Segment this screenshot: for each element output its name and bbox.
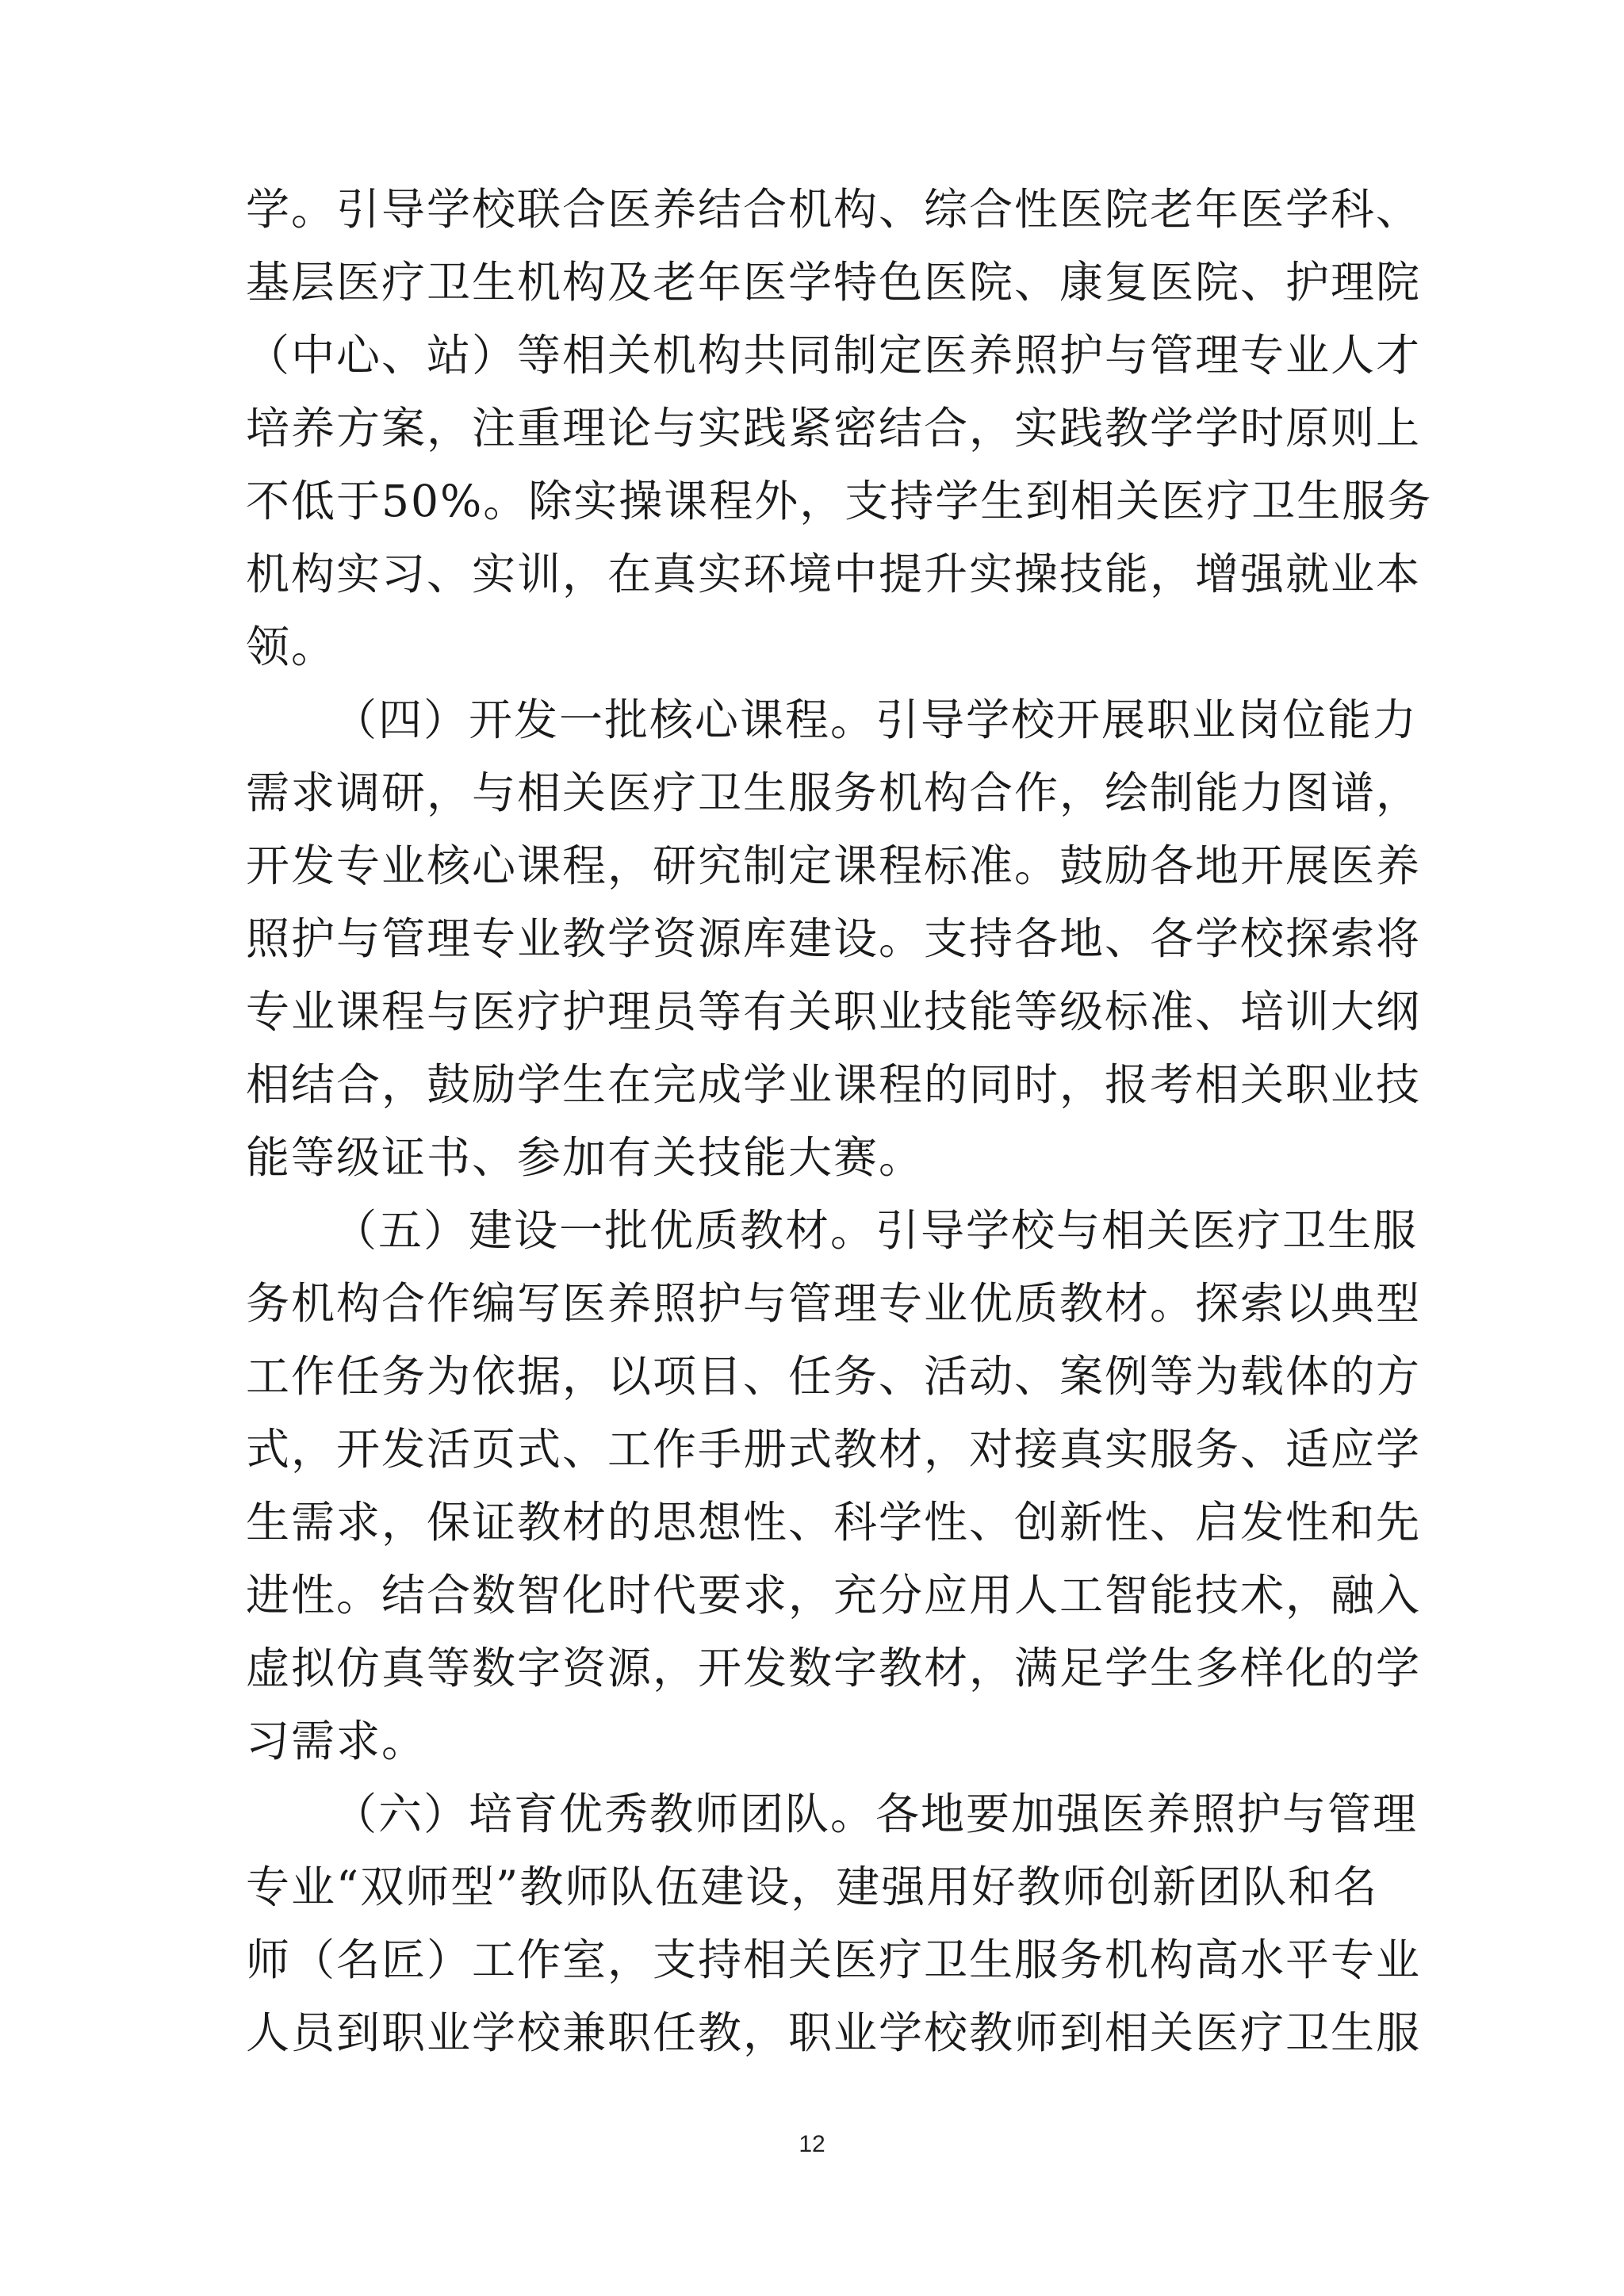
text-line: 进性。结合数智化时代要求，充分应用人工智能技术，融入 [246,1570,1422,1621]
page-number: 12 [799,2131,825,2157]
text-line: 专业课程与医疗护理员等有关职业技能等级标准、培训大纲 [246,986,1422,1037]
text-line: 培养方案，注重理论与实践紧密结合，实践教学学时原则上 [246,403,1422,453]
text-line: 开发专业核心课程，研究制定课程标准。鼓励各地开展医养 [246,840,1422,891]
text-line: 能等级证书、参加有关技能大赛。 [246,1132,925,1183]
section-heading-line: （六）培育优秀教师团队。各地要加强医养照护与管理 [333,1789,1419,1839]
text-line: 照护与管理专业教学资源库建设。支持各地、各学校探索将 [246,913,1422,964]
text-line: 需求调研，与相关医疗卫生服务机构合作，绘制能力图谱， [246,767,1422,818]
text-line: （中心、站）等相关机构共同制定医养照护与管理专业人才 [246,330,1422,381]
text-line: 不低于50%。除实操课程外，支持学生到相关医疗卫生服务 [246,476,1433,526]
body-text [246,173,1433,2069]
text-line: 基层医疗卫生机构及老年医学特色医院、康复医院、护理院 [246,257,1422,308]
text-line: 务机构合作编写医养照护与管理专业优质教材。探索以典型 [246,1278,1422,1329]
text-line: 人员到职业学校兼职任教，职业学校教师到相关医疗卫生服 [246,2007,1422,2058]
text-line: 专业“双师型”教师队伍建设，建强用好教师创新团队和名 [246,1862,1379,1912]
text-line: 习需求。 [246,1716,427,1766]
text-line: 工作任务为依据，以项目、任务、活动、案例等为载体的方 [246,1351,1422,1402]
text-line: 式，开发活页式、工作手册式教材，对接真实服务、适应学 [246,1424,1422,1475]
text-line: 机构实习、实训，在真实环境中提升实操技能，增强就业本 [246,549,1422,599]
text-line: 相结合，鼓励学生在完成学业课程的同时，报考相关职业技 [246,1059,1422,1110]
section-heading-line: （五）建设一批优质教材。引导学校与相关医疗卫生服 [333,1205,1419,1256]
text-line: 学。引导学校联合医养结合机构、综合性医院老年医学科、 [246,184,1422,235]
text-line: 虚拟仿真等数字资源，开发数字教材，满足学生多样化的学 [246,1643,1422,1693]
text-line: 领。 [246,622,337,672]
section-heading-line: （四）开发一批核心课程。引导学校开展职业岗位能力 [333,695,1419,745]
text-line: 生需求，保证教材的思想性、科学性、创新性、启发性和先 [246,1497,1422,1548]
text-line: 师（名匠）工作室，支持相关医疗卫生服务机构高水平专业 [246,1934,1422,1985]
